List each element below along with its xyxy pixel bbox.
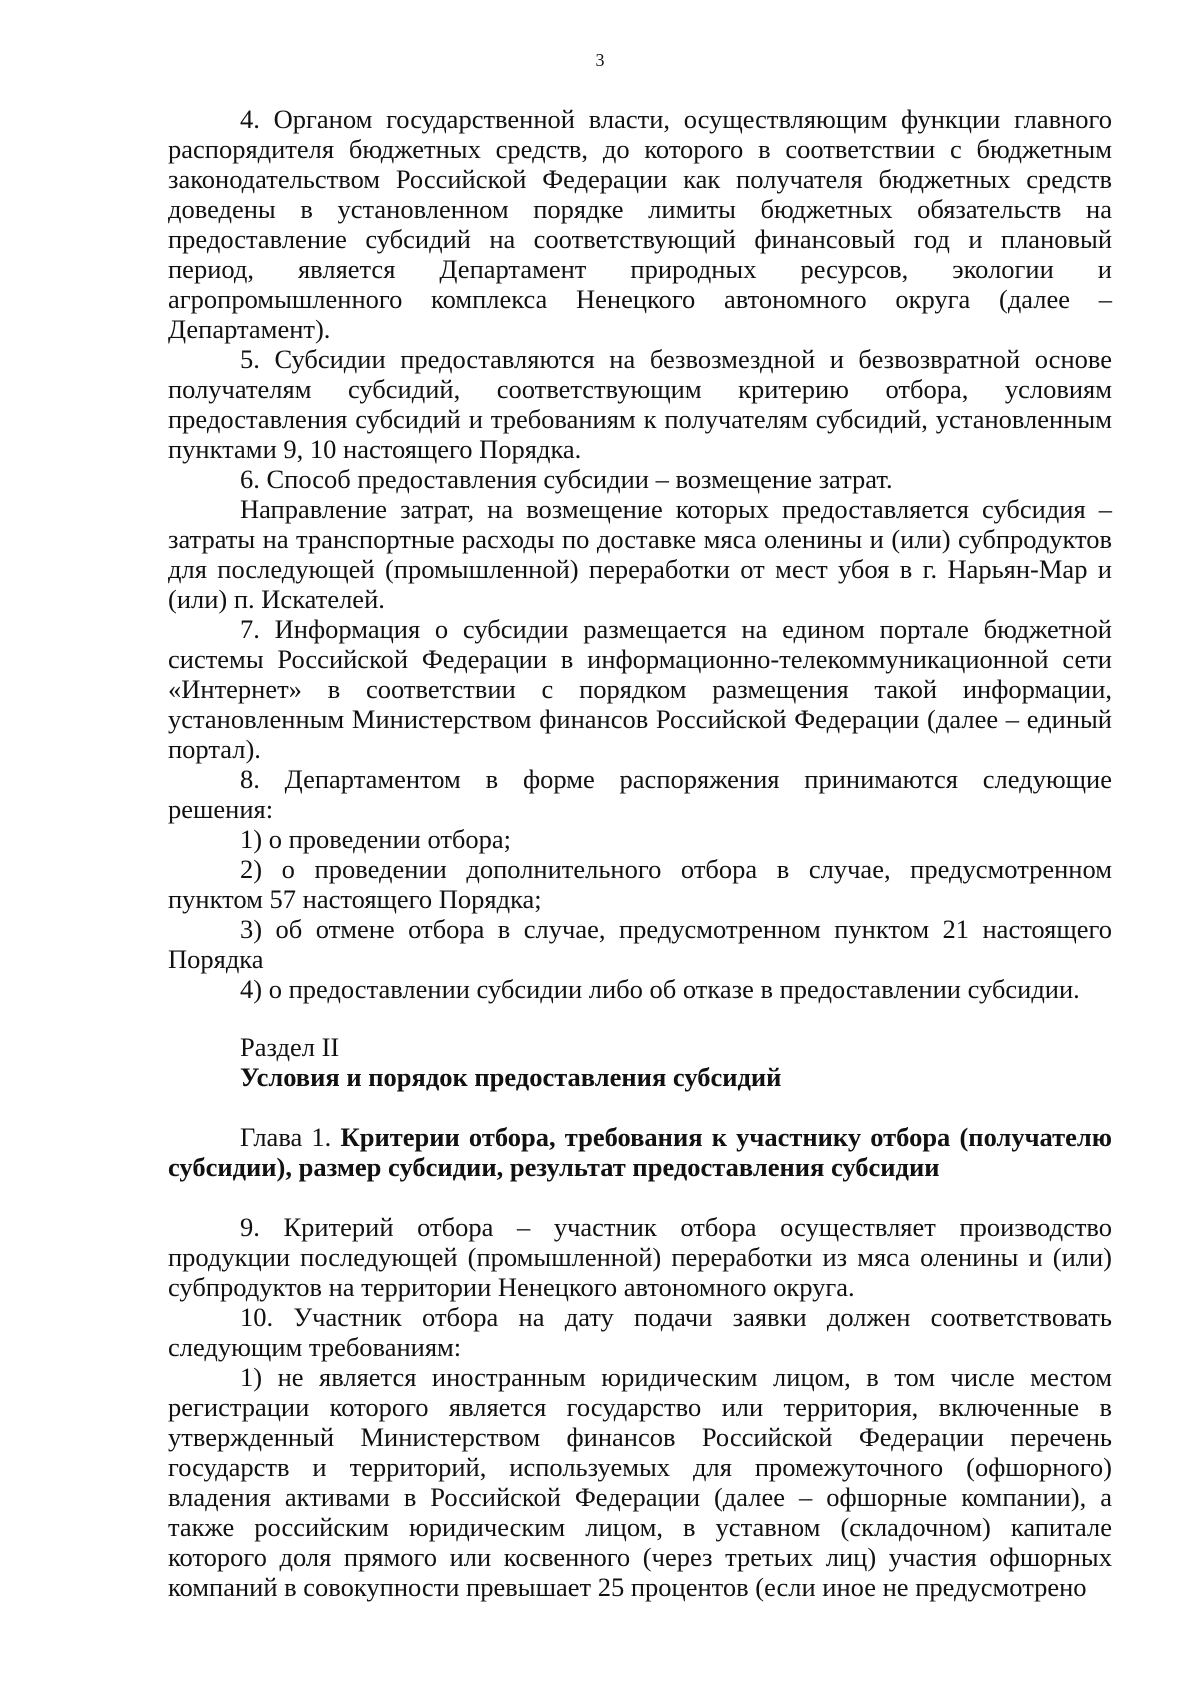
list-item: 1) не является иностранным юридическим лицом, в том числе местом регистрации которого является государство или территория, включенные в утвержденный Министерством финансов Российской Федерации перечень государств и территорий, используемых для промежуточного (офшорного) владения активами в Российской Федерации (далее – офшорные компании), а также российским юридическим лицом, в уставном (складочном) капитале которого доля прямого или косвенного (через третьих лиц) участия офшорных компаний в совокупности превышает 25 процентов (если иное не предусмотрено xyxy=(168,1362,1112,1602)
list-item: 1) о проведении отбора; xyxy=(240,824,512,854)
paragraph: 8. Департаментом в форме распоряжения принимаются следующие решения: xyxy=(168,764,1112,824)
chapter-heading xyxy=(168,1122,1112,1182)
list-item: 3) об отмене отбора в случае, предусмотренном пунктом 21 настоящего Порядка xyxy=(168,914,1112,974)
section-title: Условия и порядок предоставления субсидий xyxy=(240,1062,782,1092)
document-body xyxy=(168,104,1112,1602)
section-heading xyxy=(168,1032,1112,1092)
paragraph: 4. Органом государственной власти, осуществляющим функции главного распорядителя бюджетных средств, до которого в соответствии с бюджетным законодательством Российской Федерации как получателя бюджетных средств доведены в установленном порядке лимиты бюджетных обязательств на предоставление субсидий на соответствующий финансовый год и плановый период, является Департамент природных ресурсов, экологии и агропромышленного комплекса Ненецкого автономного округа (далее – Департамент). xyxy=(168,104,1112,344)
paragraph: Направление затрат, на возмещение которых предоставляется субсидия – затраты на транспортные расходы по доставке мяса оленины и (или) субпродуктов для последующей (промышленной) переработки от мест убоя в г. Нарьян-Мар и (или) п. Искателей. xyxy=(168,494,1112,614)
paragraph: 9. Критерий отбора – участник отбора осуществляет производство продукции последующей (промышленной) переработки из мяса оленины и (или) субпродуктов на территории Ненецкого автономного округа. xyxy=(168,1212,1112,1302)
page-number: 3 xyxy=(595,50,605,70)
section-label: Раздел II xyxy=(240,1032,340,1062)
list-item: 2) о проведении дополнительного отбора в случае, предусмотренном пунктом 57 настоящего Порядка; xyxy=(168,854,1112,914)
paragraph: 6. Способ предоставления субсидии – возмещение затрат. xyxy=(240,464,893,494)
paragraph: 5. Субсидии предоставляются на безвозмездной и безвозвратной основе получателям субсидий, соответствующим критерию отбора, условиям предоставления субсидий и требованиям к получателям субсидий, установленным пунктами 9, 10 настоящего Порядка. xyxy=(168,344,1112,464)
paragraph: 10. Участник отбора на дату подачи заявки должен соответствовать следующим требованиям: xyxy=(168,1302,1112,1362)
list-item: 4) о предоставлении субсидии либо об отказе в предоставлении субсидии. xyxy=(240,974,1080,1004)
chapter-prefix: Глава 1. xyxy=(240,1122,332,1152)
chapter-heading-text xyxy=(168,1122,1112,1182)
chapter-title: Критерии отбора, требования к участнику отбора (получателю субсидии), размер субсидии, результат предоставления субсидии xyxy=(168,1122,1112,1182)
paragraph: 7. Информация о субсидии размещается на едином портале бюджетной системы Российской Федерации в информационно-телекоммуникационной сети «Интернет» в соответствии с порядком размещения такой информации, установленным Министерством финансов Российской Федерации (далее – единый портал). xyxy=(168,614,1112,764)
